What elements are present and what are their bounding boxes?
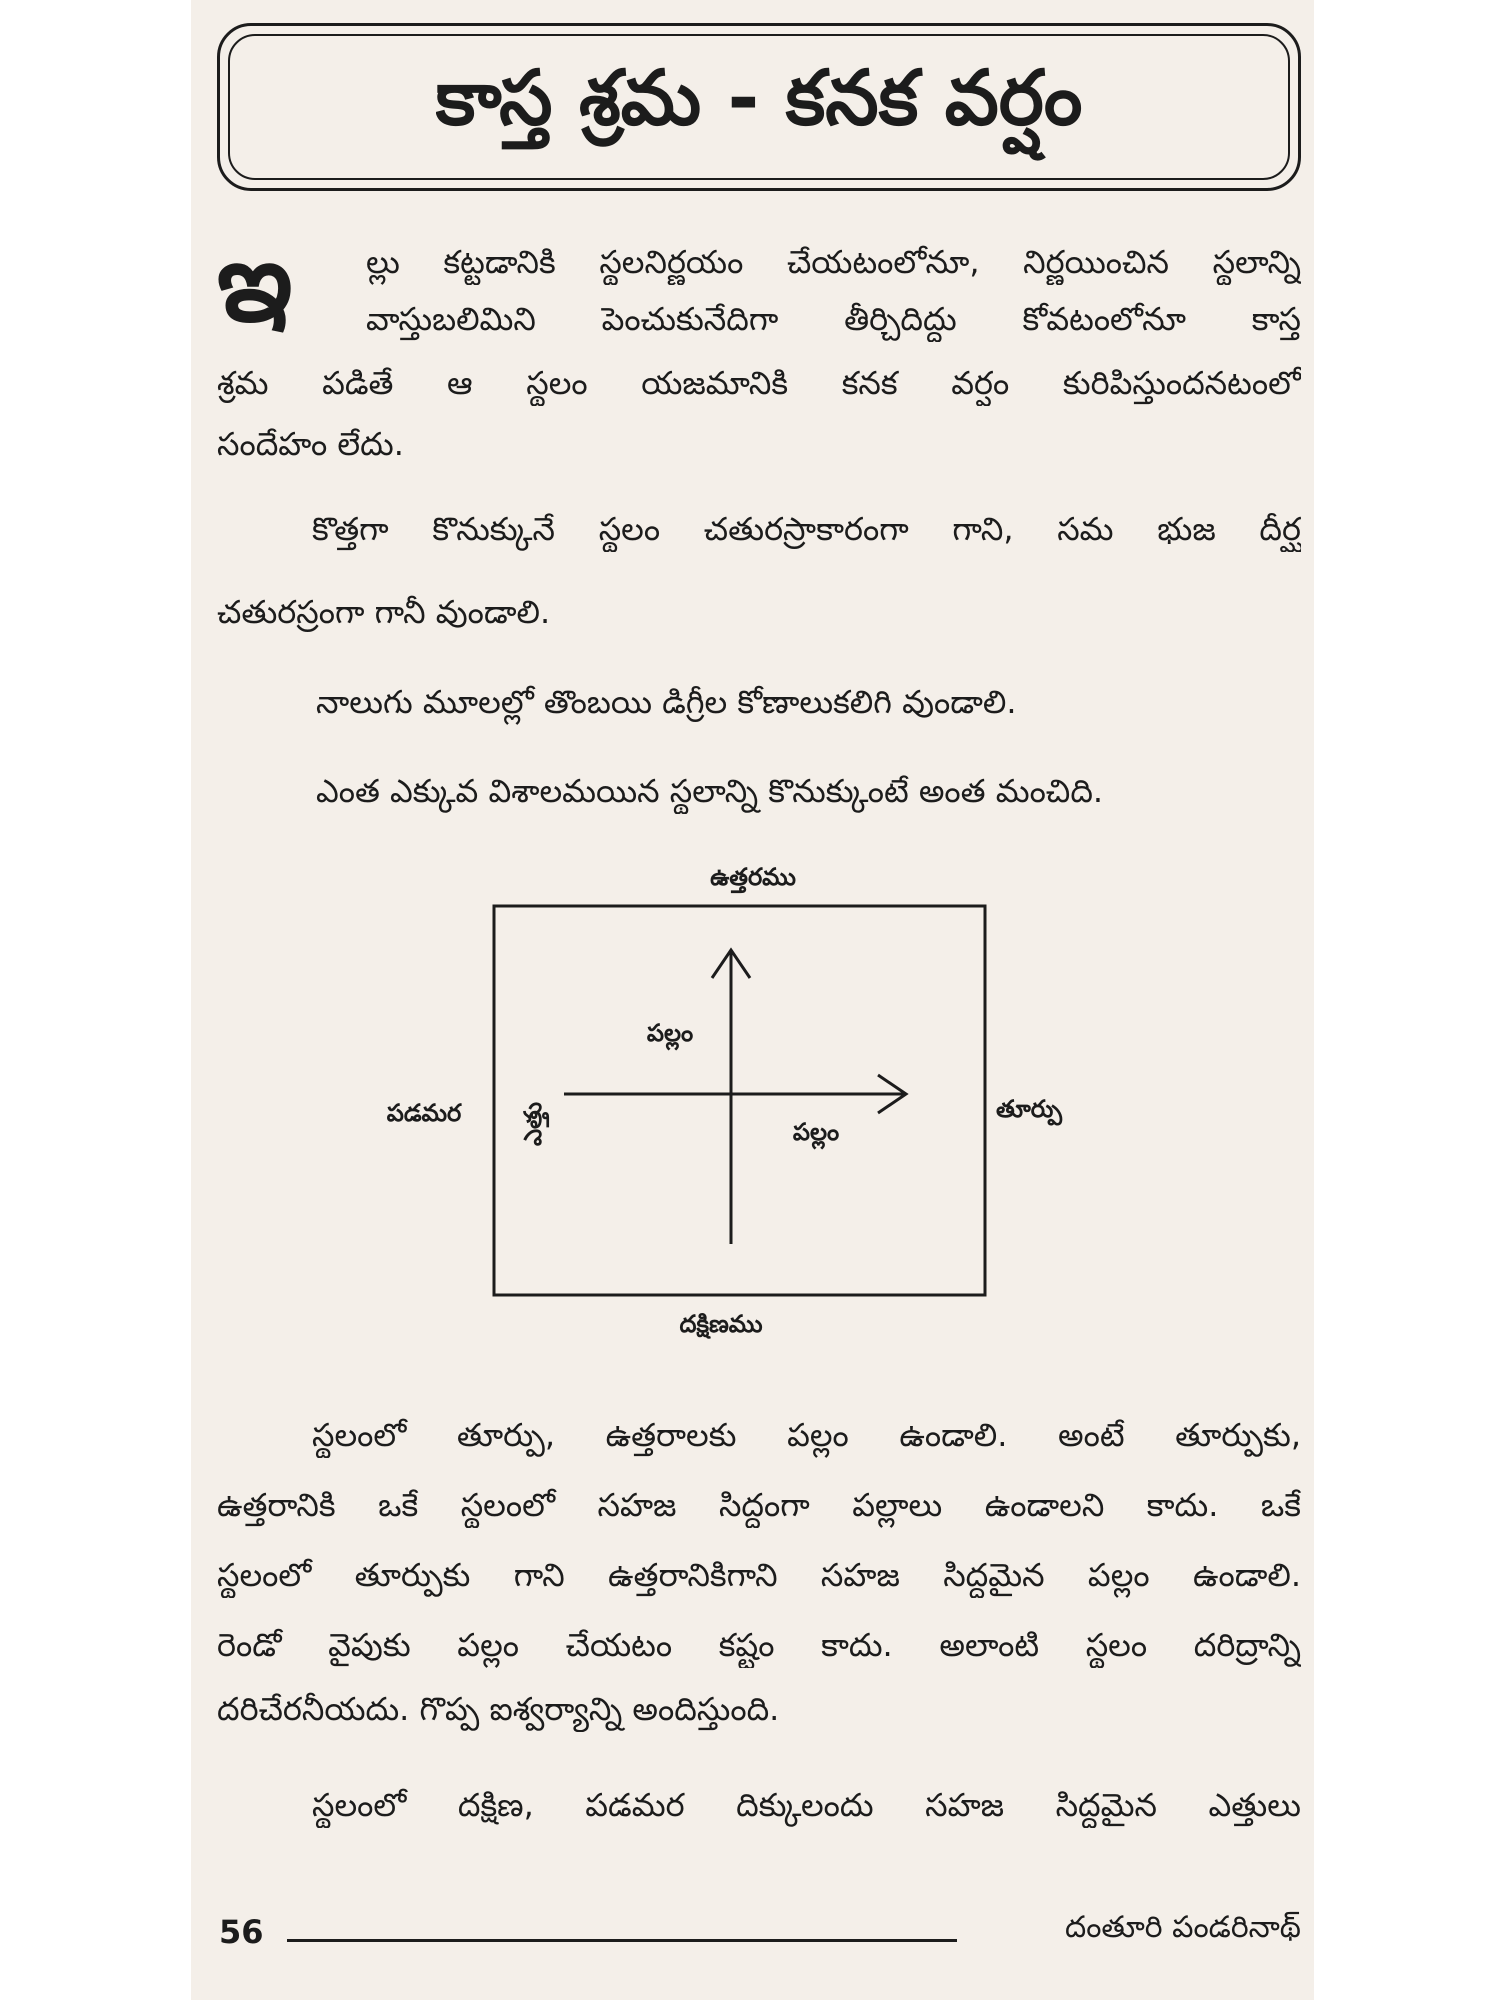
slope-rule-line: రెండో వైపుకు పల్లం చేయటం కష్టం కాదు. అలాంటి స్థలం దరిద్రాన్ని (217, 1626, 1301, 1664)
corner-rule-line: నాలుగు మూలల్లో తొంబయి డిగ్రీల కోణాలుకలిగి వుండాలి. (316, 683, 1017, 721)
drop-cap-letter: ఇ (217, 226, 293, 338)
west-label: పడమర (386, 1099, 462, 1127)
slope-rule-line: దరిచేరనీయదు. గొప్ప ఐశ్వర్యాన్ని అందిస్తుంది. (217, 1690, 780, 1728)
title-inner-frame (228, 34, 1290, 180)
low-ground-label: పల్లం (646, 1019, 694, 1047)
slope-rule-line: స్థలంలో తూర్పు, ఉత్తరాలకు పల్లం ఉండాలి. అంటే తూర్పుకు, (312, 1416, 1301, 1454)
intro-line: శ్రమ పడితే ఆ స్థలం యజమానికి కనక వర్షం కురిపిస్తుందనటంలో (217, 364, 1301, 402)
slope-rule-line: ఉత్తరానికి ఒకే స్థలంలో సహజ సిద్ధంగా పల్లాలు ఉండాలని కాదు. ఒకే (217, 1486, 1301, 1524)
title-frame (217, 23, 1301, 191)
author-name: దంతూరి పండరినాథ్ (1065, 1910, 1301, 1945)
slope-rule-line: స్థలంలో తూర్పుకు గాని ఉత్తరానికిగాని సహజ సిద్ధమైన పల్లం ఉండాలి. (217, 1556, 1301, 1594)
high-ground-label: ఎత్తు (519, 1101, 547, 1147)
north-arrow (712, 950, 750, 1244)
low-ground-label: పల్లం (792, 1118, 840, 1146)
east-label: తూర్పు (996, 1095, 1062, 1123)
shape-rule-line: కొత్తగా కొనుక్కునే స్థలం చతురస్రాకారంగా గాని, సమ భుజ దీర్ఘ (312, 510, 1301, 548)
intro-line: సందేహం లేదు. (217, 425, 404, 463)
page-title: కాస్త శ్రమ - కనక వర్షం (435, 53, 1083, 142)
north-label: ఉత్తరము (710, 863, 796, 891)
size-rule-line: ఎంత ఎక్కువ విశాలమయిన స్థలాన్ని కొనుక్కుంటే అంత మంచిది. (316, 772, 1104, 810)
east-arrow (564, 1075, 906, 1113)
south-label: దక్షిణము (679, 1310, 763, 1338)
intro-line: వాస్తుబలిమిని పెంచుకునేదిగా తీర్చిదిద్దు కోవటంలోనూ కాస్త (366, 300, 1301, 338)
page-number: 56 (219, 1913, 264, 1951)
shape-rule-line: చతురస్రంగా గానీ వుండాలి. (217, 593, 551, 631)
footer-divider (287, 1939, 957, 1942)
intro-line: ల్లు కట్టడానికి స్థలనిర్ణయం చేయటంలోనూ, నిర్ణయించిన స్థలాన్ని (366, 243, 1301, 281)
elevation-rule-line: స్థలంలో దక్షిణ, పడమర దిక్కులందు సహజ సిద్ధమైన ఎత్తులు (312, 1786, 1301, 1824)
